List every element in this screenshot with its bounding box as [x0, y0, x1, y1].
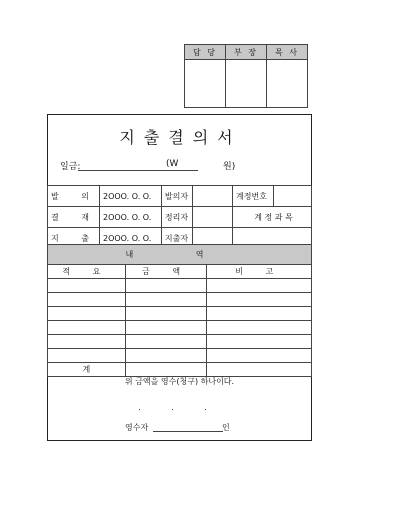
item-amount-cell[interactable]: [125, 349, 207, 363]
items-total-label: 계: [48, 363, 126, 377]
approval-sign-manager[interactable]: [185, 60, 226, 108]
item-amount-cell[interactable]: [125, 307, 207, 321]
info-account-subject-label: 계 정 과 목: [233, 207, 312, 228]
item-note-cell[interactable]: [207, 279, 312, 293]
seal-label: 인: [222, 423, 230, 432]
items-col-note: 비 고: [207, 265, 312, 279]
items-col-amount: 금 액: [125, 265, 207, 279]
item-description-cell[interactable]: [48, 307, 126, 321]
item-note-cell[interactable]: [207, 293, 312, 307]
table-row: [48, 279, 312, 293]
table-row: [48, 321, 312, 335]
item-description-cell[interactable]: [48, 279, 126, 293]
info-person-label-propose: 발의자: [161, 186, 192, 207]
item-note-cell[interactable]: [207, 321, 312, 335]
info-person-label-approve: 정리자: [161, 207, 192, 228]
item-note-cell[interactable]: [207, 307, 312, 321]
info-person-label-expend: 지출자: [161, 228, 192, 249]
item-description-cell[interactable]: [48, 293, 126, 307]
amount-input-line[interactable]: [78, 170, 198, 171]
date-placeholder[interactable]: . . .: [138, 403, 221, 412]
info-label-approve: 결 재: [48, 207, 100, 228]
approval-header-manager: 담 당: [185, 45, 226, 60]
item-note-cell[interactable]: [207, 349, 312, 363]
amount-label: 일금:: [60, 162, 81, 172]
items-col-description: 적 요: [48, 265, 126, 279]
approval-header-director: 부 장: [226, 45, 267, 60]
items-table: [47, 244, 312, 377]
table-row: [48, 293, 312, 307]
table-row: [48, 307, 312, 321]
table-row: [48, 349, 312, 363]
item-amount-cell[interactable]: [125, 293, 207, 307]
amount-currency-prefix: (W: [166, 159, 179, 169]
info-person-value-propose[interactable]: [193, 186, 233, 207]
info-date-expend[interactable]: 2OOO. O. O.: [100, 228, 162, 249]
receiver-label: 영수자: [125, 423, 149, 432]
info-table: [47, 185, 312, 249]
approval-sign-pastor[interactable]: [267, 60, 308, 108]
receipt-statement: 위 금액을 영수(청구) 하나이다.: [124, 377, 235, 386]
form-title: 지출결의서: [119, 128, 242, 147]
info-account-number-value[interactable]: [273, 186, 311, 207]
info-date-propose[interactable]: 2OOO. O. O.: [100, 186, 162, 207]
item-description-cell[interactable]: [48, 321, 126, 335]
item-note-cell[interactable]: [207, 335, 312, 349]
approval-sign-director[interactable]: [226, 60, 267, 108]
item-amount-cell[interactable]: [125, 279, 207, 293]
info-date-approve[interactable]: 2OOO. O. O.: [100, 207, 162, 228]
info-label-expend: 지 출: [48, 228, 100, 249]
approval-box: [184, 44, 308, 108]
approval-header-pastor: 목 사: [267, 45, 308, 60]
receiver-name-line[interactable]: [153, 431, 223, 432]
info-label-propose: 발 의: [48, 186, 100, 207]
table-row: [48, 335, 312, 349]
info-account-number-label: 계정번호: [233, 186, 274, 207]
item-description-cell[interactable]: [48, 349, 126, 363]
items-total-amount[interactable]: [125, 363, 207, 377]
info-person-value-approve[interactable]: [193, 207, 233, 228]
item-description-cell[interactable]: [48, 335, 126, 349]
item-amount-cell[interactable]: [125, 335, 207, 349]
items-section-header: 내 역: [48, 245, 312, 265]
amount-currency-suffix: 원): [223, 162, 236, 172]
items-total-note[interactable]: [207, 363, 312, 377]
item-amount-cell[interactable]: [125, 321, 207, 335]
